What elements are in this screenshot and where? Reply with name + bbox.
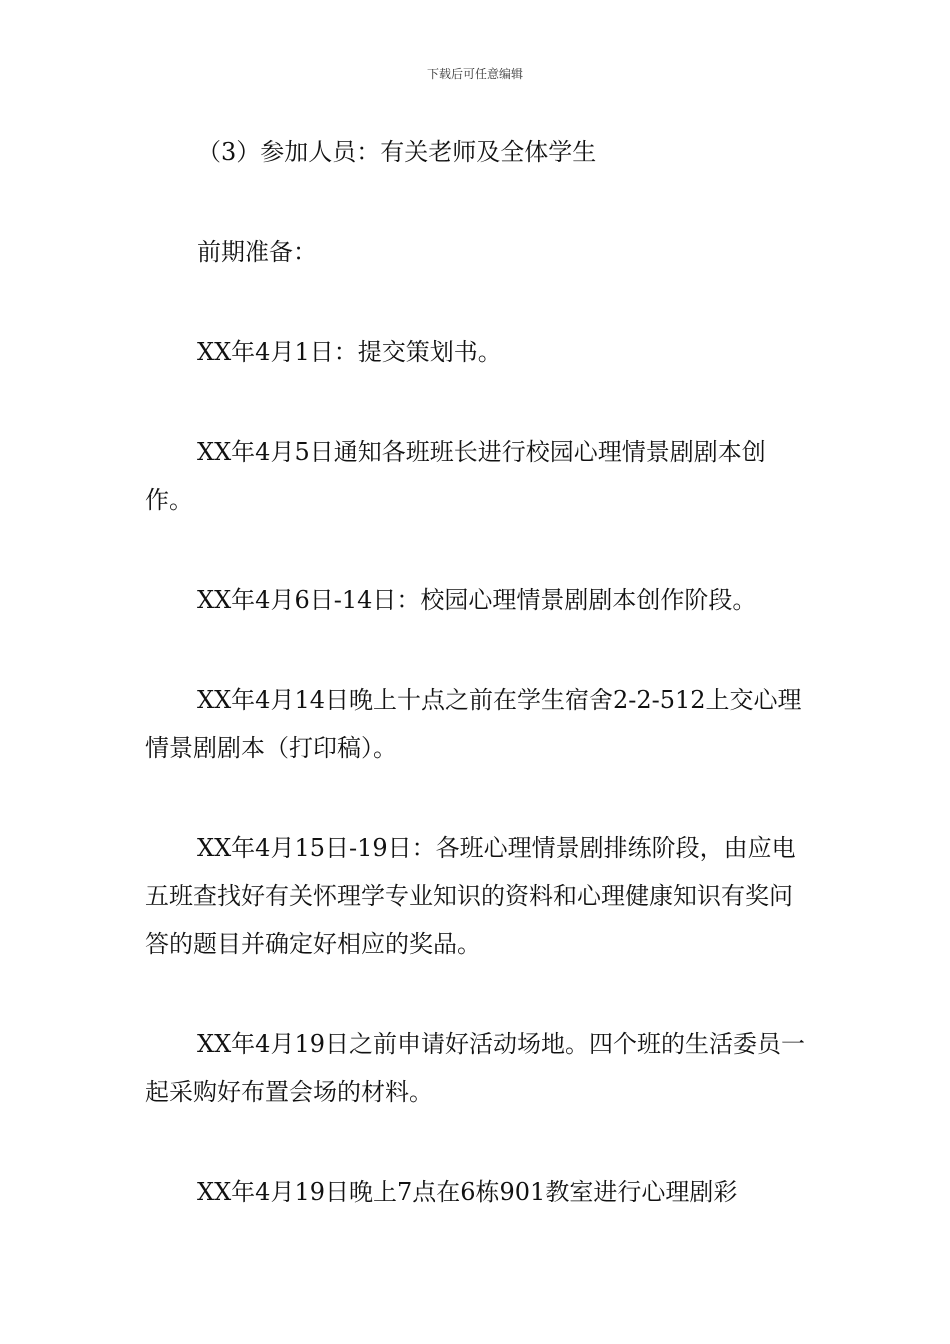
document-body [145, 128, 810, 1268]
paragraph-apr6-14: XX年4月6日-14日：校园心理情景剧剧本创作阶段。 [197, 586, 757, 614]
paragraph-apr14: XX年4月14日晚上十点之前在学生宿舍2-2-512上交心理情景剧剧本（打印稿）。 [145, 686, 802, 762]
paragraph-apr19-rehearsal: XX年4月19日晚上7点在6栋901教室进行心理剧彩 [197, 1178, 738, 1206]
paragraph-participants: （3）参加人员：有关老师及全体学生 [197, 138, 597, 166]
page-header-note: 下载后可任意编辑 [426, 67, 523, 81]
paragraph-preparation-heading: 前期准备： [197, 238, 317, 266]
paragraph-apr1: XX年4月1日：提交策划书。 [197, 338, 502, 366]
paragraph-apr19-venue: XX年4月19日之前申请好活动场地。四个班的生活委员一起采购好布置会场的材料。 [145, 1030, 805, 1106]
paragraph-apr15-19: XX年4月15日-19日：各班心理情景剧排练阶段，由应电五班查找好有关怀理学专业知识的资料和心理健康知识有奖问答的题目并确定好相应的奖品。 [145, 834, 796, 958]
paragraph-apr5: XX年4月5日通知各班班长进行校园心理情景剧剧本创作。 [145, 438, 766, 514]
